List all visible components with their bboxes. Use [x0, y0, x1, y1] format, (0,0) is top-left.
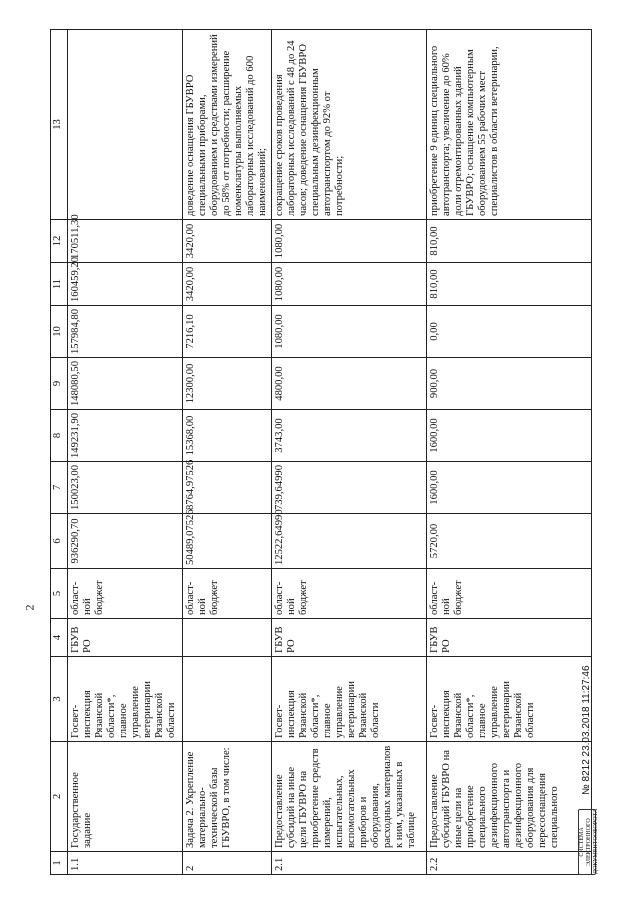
header-cell: 10: [51, 306, 68, 358]
row-2021: 157984,80: [68, 306, 183, 358]
row-2023: 810,00: [427, 220, 592, 263]
row-2022: 160459,20: [68, 263, 183, 306]
row-result: приобретение 9 единиц специального автотранспорта; увеличение до 60% доли отремонтированных зданий ГБУВРО; оснащение компьютерным оборудованием 55 рабочих мест специалистов в области ветеринарии,: [427, 30, 592, 220]
row-executor: [183, 657, 272, 742]
edo-stamp-logo: СИСТЕМА ЭЛЕКТРОННОГО ДОКУМЕНТООБОРОТА: [579, 808, 599, 874]
row-2023: 1080,00: [272, 220, 427, 263]
row-2022: 3420,00: [183, 263, 272, 306]
row-source: област-ной бюджет: [272, 569, 427, 619]
row-2020: 900,00: [427, 358, 592, 410]
footer: [578, 30, 598, 875]
row-code: 1.1: [68, 852, 183, 875]
table-row: [68, 30, 183, 875]
header-cell: 13: [51, 30, 68, 220]
row-source: област-ной бюджет: [68, 569, 183, 619]
header-cell: 1: [51, 852, 68, 875]
row-2020: 4800,00: [272, 358, 427, 410]
header-cell: 4: [51, 619, 68, 657]
row-recipient: ГБУВРО: [427, 619, 592, 657]
row-name: Государственное задание: [68, 742, 183, 852]
header-cell: 11: [51, 263, 68, 306]
row-2021: 7216,10: [183, 306, 272, 358]
header-cell: 8: [51, 410, 68, 462]
table-row: [427, 30, 592, 875]
row-2020: 148080,50: [68, 358, 183, 410]
row-2018: 8764,97526: [183, 462, 272, 514]
header-cell: 3: [51, 657, 68, 742]
table-row: [272, 30, 427, 875]
row-source: област-ной бюджет: [183, 569, 272, 619]
row-code: 2.2: [427, 852, 592, 875]
header-cell: 12: [51, 220, 68, 263]
row-recipient: ГБУВРО: [272, 619, 427, 657]
header-cell: 6: [51, 514, 68, 569]
row-total: 12522,64990: [272, 514, 427, 569]
row-recipient: [183, 619, 272, 657]
row-result: [68, 30, 183, 220]
row-result: доведение оснащения ГБУВРО специальными приборами, оборудованием и средствами измерений до 58% от потребности; расширение номенклатуры выполняемых лабораторных исследований до 600 наименований;: [183, 30, 272, 220]
table-row: [183, 30, 272, 875]
row-2023: 170511,30: [68, 220, 183, 263]
row-executor: Госвет-инспекция Рязанской области*, главное управление ветеринарии Рязанской области: [272, 657, 427, 742]
row-total: 936290,70: [68, 514, 183, 569]
row-2023: 3420,00: [183, 220, 272, 263]
row-2019: 1600,00: [427, 410, 592, 462]
row-code: 2.1: [272, 852, 427, 875]
header-cell: 2: [51, 742, 68, 852]
row-2018: 739,64990: [272, 462, 427, 514]
row-2022: 1080,00: [272, 263, 427, 306]
row-name: Предоставление субсидий на иные цели ГБУВРО на приобретение средств измерений, испытательных, вспомогательных приборов и оборудования, расходных материалов к ним, указанных в таблице: [272, 742, 427, 852]
header-cell: 7: [51, 462, 68, 514]
header-cell: 5: [51, 569, 68, 619]
program-table: [50, 29, 592, 875]
row-2020: 12300,00: [183, 358, 272, 410]
row-2019: 149231,90: [68, 410, 183, 462]
row-executor: Госвет-инспекция Рязанской области*, главное управление ветеринарии Рязанской области: [68, 657, 183, 742]
row-source: област-ной бюджет: [427, 569, 592, 619]
row-executor: Госвет-инспекция Рязанской области*, главное управление ветеринарии Рязанской области: [427, 657, 592, 742]
document-registration-number: № 8212 23.03.2018 11:27:46: [581, 665, 592, 795]
header-cell: 9: [51, 358, 68, 410]
row-2019: 15368,00: [183, 410, 272, 462]
row-code: 2: [183, 852, 272, 875]
row-total: 50489,07526: [183, 514, 272, 569]
row-2021: 1080,00: [272, 306, 427, 358]
row-2021: 0,00: [427, 306, 592, 358]
row-name: Задача 2. Укрепление материально-технической базы ГБУВРО, в том числе:: [183, 742, 272, 852]
row-2019: 3743,00: [272, 410, 427, 462]
row-2018: 1600,00: [427, 462, 592, 514]
row-result: сокращение сроков проведения лабораторных исследований с 48 до 24 часов; доведение оснащения ГБУВРО специальным дезинфекционным автотранспортом до 92% от потребности;: [272, 30, 427, 220]
header-row: [51, 30, 68, 875]
row-total: 5720,00: [427, 514, 592, 569]
row-name: Предоставление субсидий ГБУВРО на иные цели на приобретение специального дезинфекционного автотранспорта и дезинфекционного оборудования для пересоснащения специального: [427, 742, 592, 852]
rotated-page: [50, 30, 599, 875]
row-2022: 810,00: [427, 263, 592, 306]
page-number: 2: [22, 604, 37, 611]
row-2018: 150023,00: [68, 462, 183, 514]
row-recipient: ГБУВРО: [68, 619, 183, 657]
